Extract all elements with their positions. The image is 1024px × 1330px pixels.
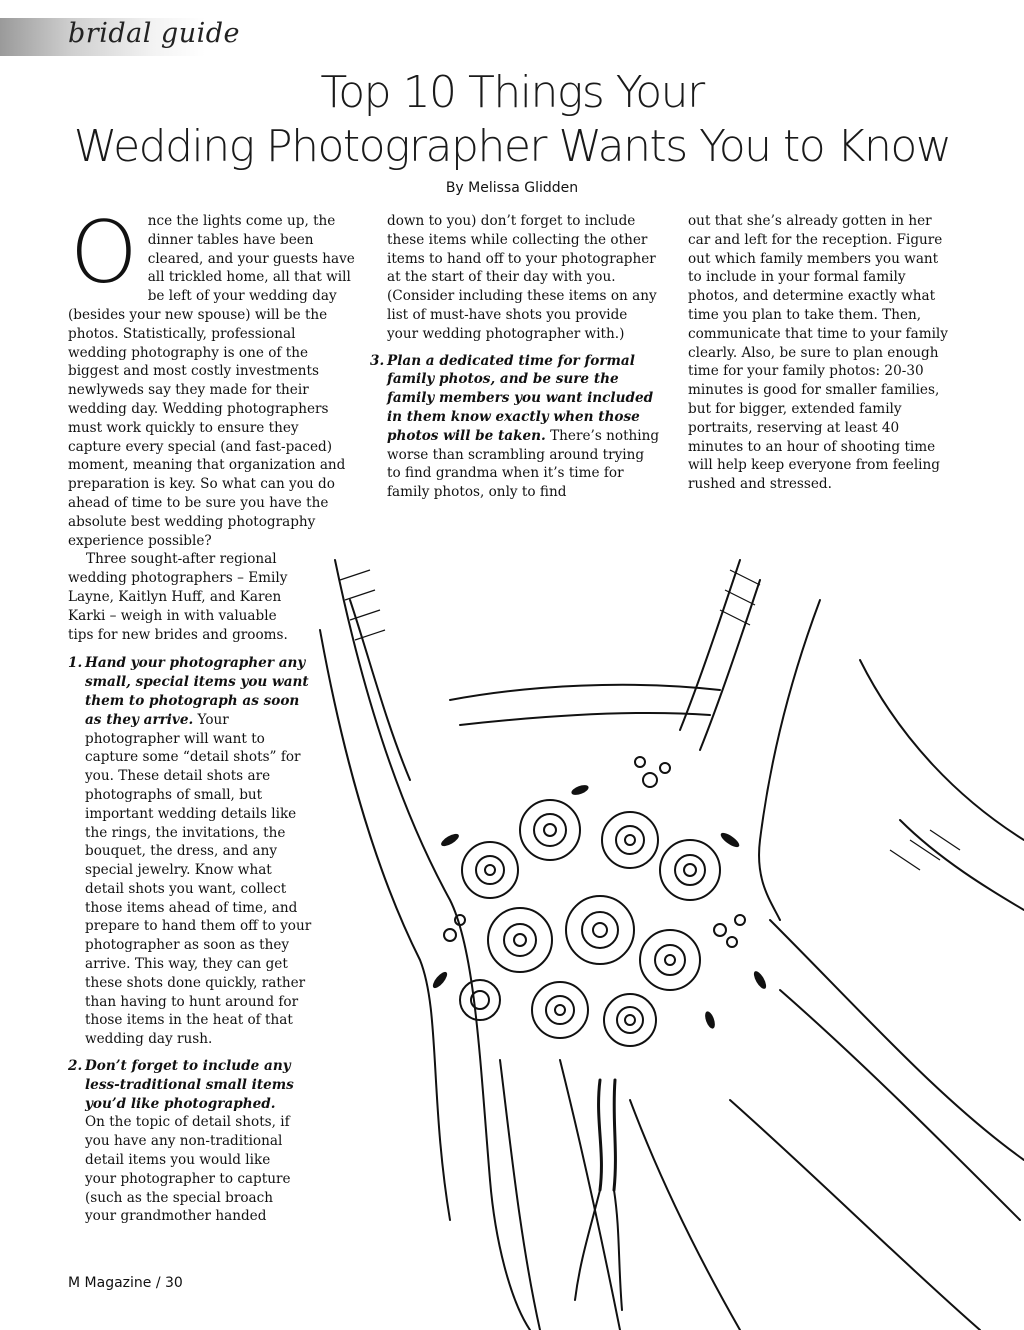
section-label: bridal guide — [68, 18, 240, 49]
drop-cap: O — [70, 203, 138, 303]
column-2 — [370, 212, 660, 502]
tip-1-number: 1. — [68, 655, 83, 672]
tip-3-heading: Plan a dedicated time for formal family photos, and be sure the family members you want included in them know exactly when those photos will be taken. — [387, 352, 654, 444]
intro-text: nce the lights come up, the dinner tables have been cleared, and your guests have all trickled home, all that will be left of your wedding day (besides your new spouse) will be the photos. Statistically, professional wedding photography is one of the biggest and most costly investments newlyweds say they made for their wedding day. Wedding photographers must work quickly to ensure they capture every special (and fast-paced) moment, meaning that organization and preparation is key. So what can you do ahead of time to be sure you have the absolute best wedding photography experience possible? — [68, 213, 355, 549]
tip-2-continued: down to you) don’t forget to include these items while collecting the other items to hand off to your photographer at the start of their day with you. (Consider including these items on any list of must-have shots you provide your wedding photographer with.) — [387, 213, 657, 342]
tip-3-body: There’s nothing worse than scrambling around trying to find grandma when it’s time for family photos, only to find — [387, 427, 660, 501]
bride-bouquet-illustration — [300, 540, 1024, 1330]
tip-3-continued: out that she’s already gotten in her car and left for the reception. Figure out which family members you want to include in your formal family photos, and determine exactly what time you plan to take them. Then, communicate that time to your family clearly. Also, be sure to plan enough time for your family photos: 20-30 minutes is good for smaller families, but for bigger, extended family portraits, reserving at least 40 minutes to an hour of shooting time will help keep everyone from feeling rushed and stressed. — [688, 213, 948, 493]
tip-3-number: 3. — [370, 352, 385, 369]
page-title-line-1: Top 10 Things Your — [320, 67, 704, 118]
tip-1 — [68, 654, 313, 1049]
intro-paragraph — [68, 203, 356, 550]
column-3 — [688, 212, 956, 494]
tip-1-body: Your photographer will want to capture some “detail shots” for you. These detail shots are photographs of small, but important wedding details like the rings, the invitations, the bouquet, the dress, and any special jewelry. Know what detail shots you want, collect those items ahead of time, and prepare to hand them off to your photographer as soon as they arrive. This way, they can get these shots done quickly, rather than having to hunt around for those items in the heat of that wedding day rush. — [85, 711, 312, 1048]
page-title-line-2: Wedding Photographer Wants You to Know — [73, 121, 951, 172]
tip-1-heading: Hand your photographer any small, special items you want them to photograph as soon as they arrive. — [85, 655, 309, 728]
page-footer — [68, 1275, 183, 1291]
tip-2-heading: Don’t forget to include any less-traditional small items you’d like photographed. — [85, 1058, 294, 1112]
intro-paragraph-2: Three sought-after regional wedding photographers – Emily Layne, Kaitlyn Huff, and Karen Karki – weigh in with valuable tips for new brides and grooms. — [68, 551, 288, 643]
footer-separator: / — [155, 1275, 161, 1291]
magazine-name: M Magazine — [68, 1275, 152, 1291]
tip-2 — [68, 1057, 297, 1226]
page-number: 30 — [165, 1275, 183, 1291]
tip-3 — [370, 352, 660, 502]
tip-2-number: 2. — [68, 1058, 83, 1075]
byline: By Melissa Glidden — [445, 180, 579, 196]
tip-2-body: On the topic of detail shots, if you have any non-traditional detail items you would like your photographer to capture (such as the special broach your grandmother handed — [85, 1114, 291, 1225]
